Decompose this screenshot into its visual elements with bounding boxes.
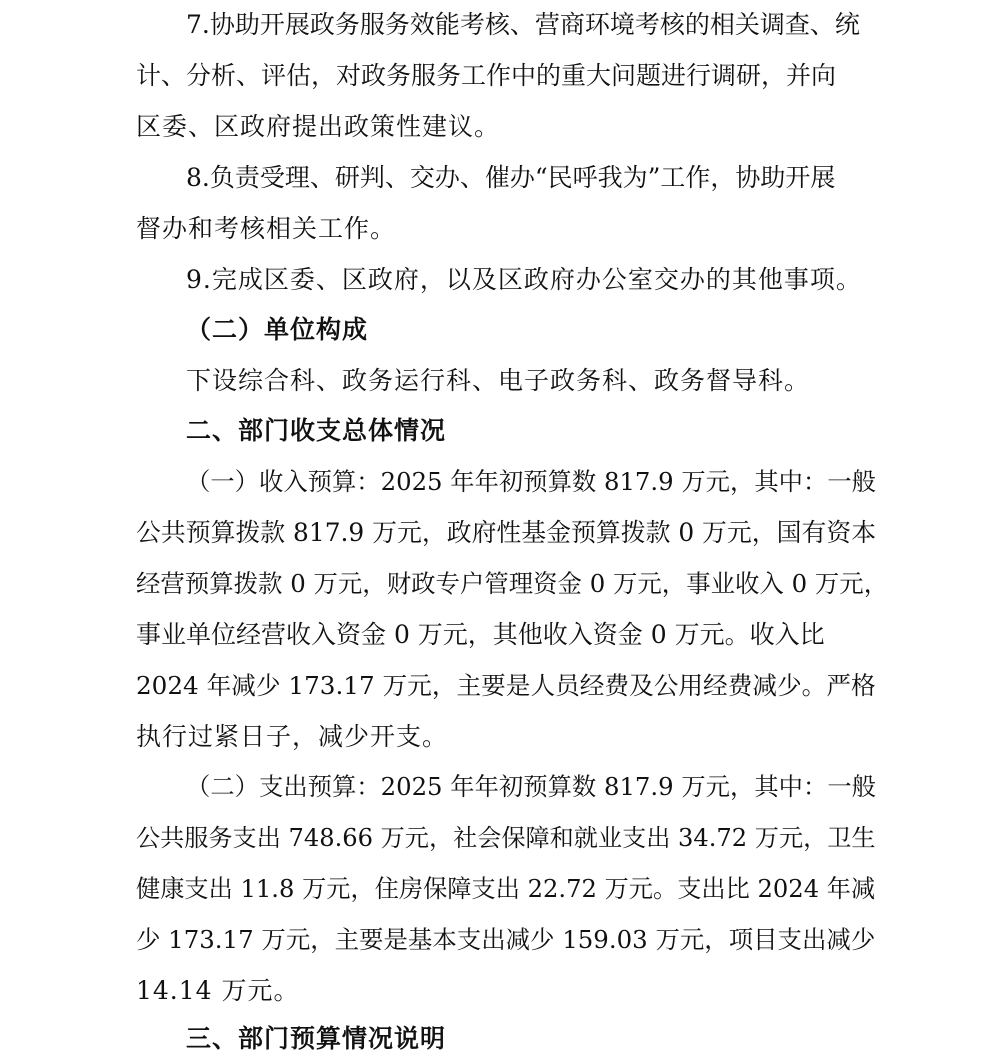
expense-budget-line-3: 健康支出 11.8 万元，住房保障支出 22.72 万元。支出比 2024 年减: [136, 875, 876, 903]
income-budget-line-1: （一）收入预算：2025 年年初预算数 817.9 万元，其中：一般: [186, 467, 876, 496]
income-budget-line-6: 执行过紧日子，减少开支。: [136, 722, 449, 751]
paragraph-7-line-2: 计、分析、评估，对政务服务工作中的重大问题进行调研，并向: [136, 61, 837, 90]
income-budget-line-4: 事业单位经营收入资金 0 万元，其他收入资金 0 万元。收入比: [136, 620, 825, 649]
paragraph-7-line-1: 7.协助开展政务服务效能考核、营商环境考核的相关调查、统: [186, 10, 860, 39]
income-budget-line-5: 2024 年减少 173.17 万元，主要是人员经费及公用经费减少。严格: [136, 671, 876, 700]
unit-composition-text: 下设综合科、政务运行科、电子政务科、政务督导科。: [186, 366, 811, 395]
paragraph-8-line-2: 督办和考核相关工作。: [136, 214, 397, 243]
expense-budget-line-1: （二）支出预算：2025 年年初预算数 817.9 万元，其中：一般: [186, 772, 876, 801]
income-budget-line-3: 经营预算拨款 0 万元，财政专户管理资金 0 万元，事业收入 0 万元，: [136, 569, 889, 598]
section-three-heading: 三、部门预算情况说明: [186, 1024, 447, 1053]
expense-budget-line-4: 少 173.17 万元，主要是基本支出减少 159.03 万元，项目支出减少: [136, 925, 876, 954]
paragraph-7-line-3: 区委、区政府提出政策性建议。: [136, 112, 501, 141]
section-unit-composition-heading: （二）单位构成: [186, 315, 369, 344]
paragraph-9: 9.完成区委、区政府，以及区政府办公室交办的其他事项。: [186, 265, 862, 294]
expense-budget-line-2: 公共服务支出 748.66 万元，社会保障和就业支出 34.72 万元，卫生: [136, 824, 876, 852]
expense-budget-line-5: 14.14 万元。: [136, 976, 300, 1005]
paragraph-8-line-1: 8.负责受理、研判、交办、催办“民呼我为”工作，协助开展: [186, 163, 836, 192]
section-two-heading: 二、部门收支总体情况: [186, 416, 447, 445]
income-budget-line-2: 公共预算拨款 817.9 万元，政府性基金预算拨款 0 万元，国有资本: [136, 518, 877, 547]
